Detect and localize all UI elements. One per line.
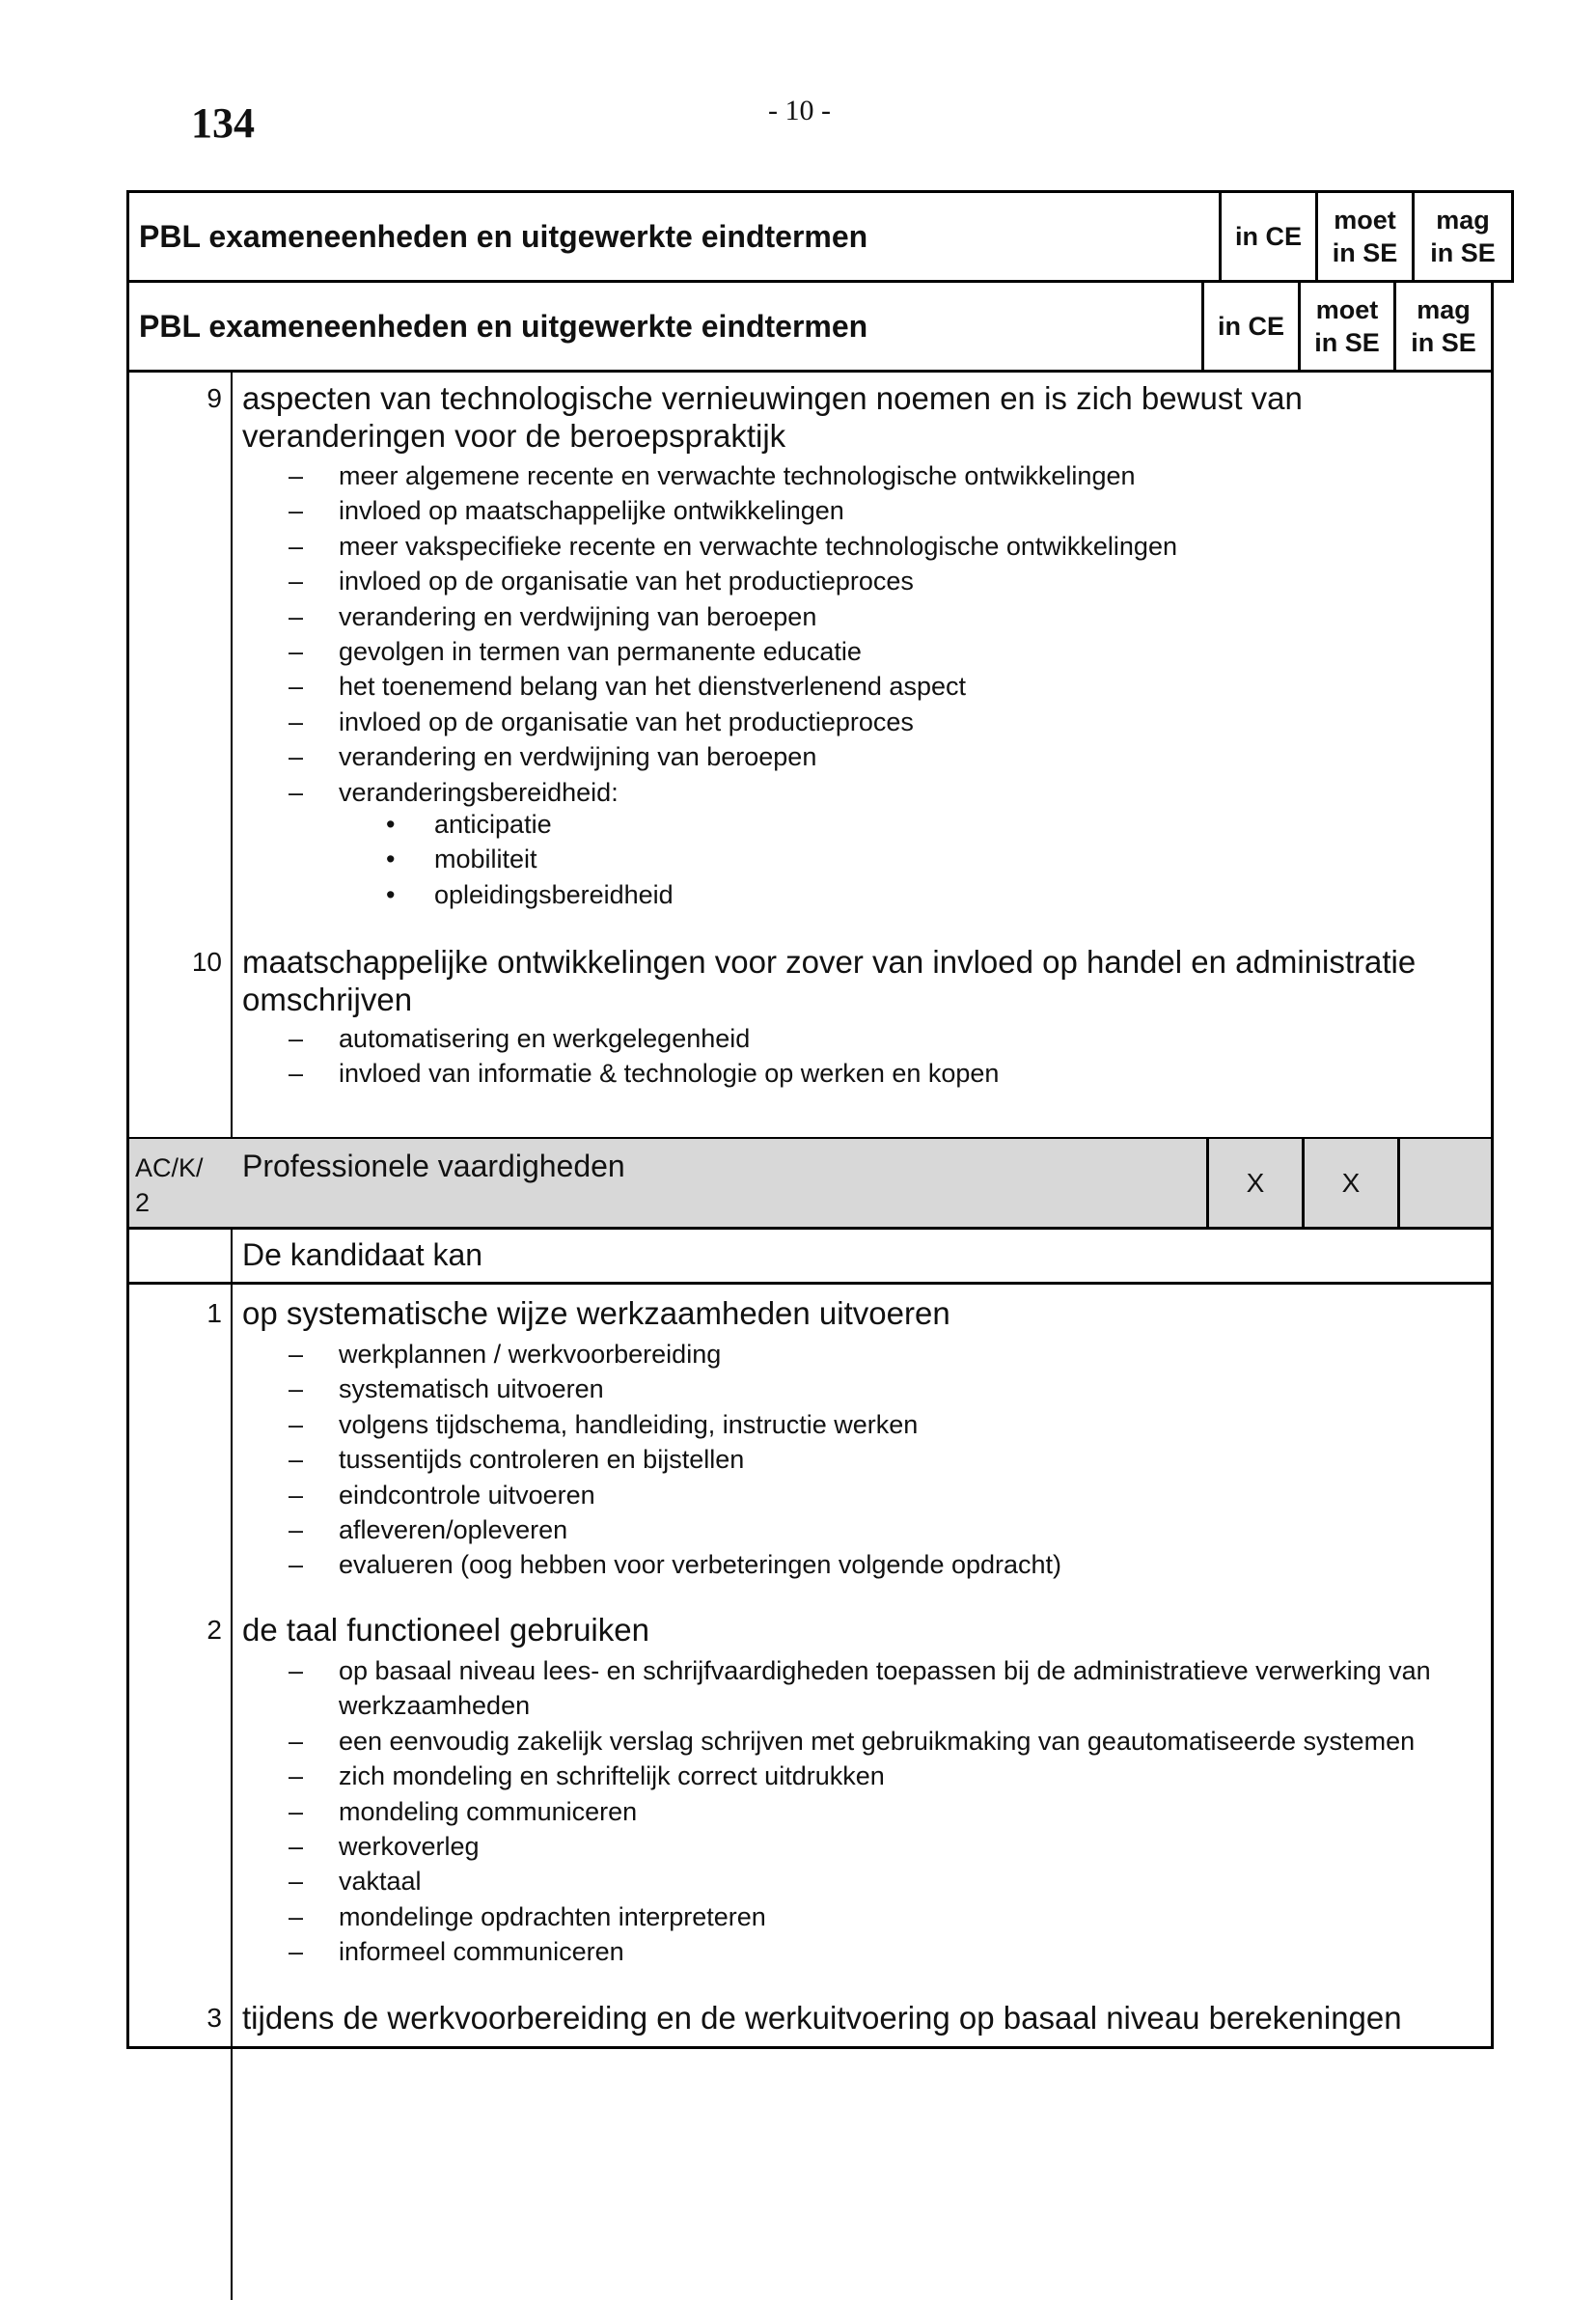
term-title-line: aspecten van technologische vernieuwingen noemen en is zich bewust van: [242, 380, 1303, 416]
term-title-line: omschrijven: [242, 982, 413, 1017]
dash-bullet-icon: –: [289, 1515, 304, 1544]
sub-item-text: automatisering en werkgelegenheid: [339, 1024, 751, 1053]
bullet-item-text: opleidingsbereidheid: [434, 879, 674, 909]
header-moet-line2: in SE: [1332, 238, 1398, 267]
header-moet-line1: moet: [1334, 206, 1396, 235]
term-title: de taal functioneel gebruiken: [242, 1612, 649, 1648]
column-divider: [231, 370, 233, 2300]
header-moet-in-se: [1298, 283, 1393, 370]
dash-bullet-icon: –: [289, 1480, 304, 1510]
dash-bullet-icon: –: [289, 531, 304, 561]
term-number: 2: [206, 1615, 222, 1645]
sub-item-text: eindcontrole uitvoeren: [339, 1480, 595, 1510]
section-row: [129, 1137, 1491, 1230]
term-title: [242, 379, 1477, 455]
section-code: [135, 1150, 204, 1220]
sub-item-text: afleveren/opleveren: [339, 1515, 568, 1544]
section-moet-in-se-mark: X: [1302, 1139, 1397, 1227]
sub-item-text: een eenvoudig zakelijk verslag schrijven met gebruikmaking van geautomatiseerde systemen: [339, 1726, 1416, 1756]
header-in-ce: in CE: [1219, 193, 1315, 280]
header-mag-in-se: [1412, 193, 1511, 280]
bullet-icon: •: [386, 810, 396, 839]
bullet-item-text: anticipatie: [434, 810, 552, 839]
term-number: 3: [206, 2003, 222, 2033]
term-title: [242, 943, 1477, 1018]
sub-item-text: op basaal niveau lees- en schrijfvaardigheden toepassen bij de administratieve verwerking van: [339, 1656, 1431, 1685]
term-number: 10: [191, 947, 222, 977]
sub-item-text: informeel communiceren: [339, 1937, 624, 1967]
sub-item-text: verandering en verdwijning van beroepen: [339, 742, 817, 772]
bullet-item-text: mobiliteit: [434, 845, 537, 874]
sub-item-text: gevolgen in termen van permanente educatie: [339, 637, 862, 666]
dash-bullet-icon: –: [289, 1340, 304, 1369]
term-title: op systematische wijze werkzaamheden uitvoeren: [242, 1295, 950, 1331]
header-mag-in-se: [1393, 283, 1491, 370]
header-in-ce: in CE: [1201, 283, 1298, 370]
header-title: PBL exameneenheden en uitgewerkte eindtermen: [139, 308, 868, 344]
header-moet-line2: in SE: [1314, 328, 1380, 357]
sub-item-text: invloed op de organisatie van het productieproces: [339, 707, 914, 736]
header-mag-line1: mag: [1417, 295, 1471, 324]
dash-bullet-icon: –: [289, 1937, 304, 1967]
dash-bullet-icon: –: [289, 742, 304, 772]
sub-item-text: volgens tijdschema, handleiding, instructie werken: [339, 1409, 919, 1439]
dash-bullet-icon: –: [289, 601, 304, 631]
intro-row: [129, 1230, 1491, 1285]
sub-item-text: tussentijds controleren en bijstellen: [339, 1445, 745, 1475]
intro-text: De kandidaat kan: [242, 1237, 483, 1272]
term-title: tijdens de werkvoorbereiding en de werkuitvoering op basaal niveau berekeningen: [242, 2000, 1402, 2036]
page-folio: - 10 -: [768, 95, 831, 126]
dash-bullet-icon: –: [289, 1761, 304, 1791]
sub-item-text: systematisch uitvoeren: [339, 1374, 604, 1404]
dash-bullet-icon: –: [289, 1445, 304, 1475]
dash-bullet-icon: –: [289, 1867, 304, 1897]
header-mag-line2: in SE: [1430, 238, 1496, 267]
header-moet-line1: moet: [1315, 295, 1379, 324]
dash-bullet-icon: –: [289, 1656, 304, 1685]
eindtermen-table: [126, 370, 1494, 2049]
section-code-line: 2: [135, 1188, 151, 1217]
section-title: Professionele vaardigheden: [242, 1149, 625, 1183]
sub-item-text: invloed op de organisatie van het productieproces: [339, 567, 914, 596]
table-header-row: [126, 280, 1494, 373]
sub-item-text: verandering en verdwijning van beroepen: [339, 601, 817, 631]
sub-item-text: mondelinge opdrachten interpreteren: [339, 1901, 766, 1931]
sub-item-text: evalueren (oog hebben voor verbeteringen volgende opdracht): [339, 1550, 1062, 1580]
term-number: 9: [206, 383, 222, 413]
dash-bullet-icon: –: [289, 1374, 304, 1404]
section-code-line: AC/K/: [135, 1153, 204, 1182]
sub-item-text: meer vakspecifieke recente en verwachte technologische ontwikkelingen: [339, 531, 1177, 561]
sub-item-text: zich mondeling en schriftelijk correct uitdrukken: [339, 1761, 885, 1791]
sub-item-text: mondeling communiceren: [339, 1796, 638, 1826]
page-number: 134: [191, 99, 255, 147]
section-mag-in-se-mark: [1397, 1139, 1491, 1227]
dash-bullet-icon: –: [289, 461, 304, 490]
sub-item-text: werkplannen / werkvoorbereiding: [339, 1340, 722, 1369]
term-number: 1: [206, 1298, 222, 1328]
sub-item-text: werkzaamheden: [339, 1691, 531, 1721]
dash-bullet-icon: –: [289, 1059, 304, 1089]
dash-bullet-icon: –: [289, 1832, 304, 1861]
sub-item-text: meer algemene recente en verwachte technologische ontwikkelingen: [339, 461, 1136, 490]
sub-item-text: vaktaal: [339, 1867, 422, 1897]
sub-item-text: veranderingsbereidheid:: [339, 777, 619, 807]
header-moet-in-se: [1315, 193, 1412, 280]
dash-bullet-icon: –: [289, 777, 304, 807]
section-in-ce-mark: X: [1206, 1139, 1302, 1227]
dash-bullet-icon: –: [289, 1024, 304, 1053]
dash-bullet-icon: –: [289, 1726, 304, 1756]
dash-bullet-icon: –: [289, 1796, 304, 1826]
dash-bullet-icon: –: [289, 672, 304, 702]
dash-bullet-icon: –: [289, 637, 304, 666]
table-header-row: [126, 190, 1514, 283]
term-title-line: veranderingen voor de beroepspraktijk: [242, 418, 786, 454]
dash-bullet-icon: –: [289, 707, 304, 736]
term-title-line: maatschappelijke ontwikkelingen voor zover van invloed op handel en administratie: [242, 944, 1417, 980]
sub-item-text: werkoverleg: [339, 1832, 480, 1861]
dash-bullet-icon: –: [289, 1550, 304, 1580]
sub-item-text: invloed op maatschappelijke ontwikkelingen: [339, 496, 844, 526]
sub-item-text: invloed van informatie & technologie op werken en kopen: [339, 1059, 1000, 1089]
dash-bullet-icon: –: [289, 496, 304, 526]
sub-item-text: het toenemend belang van het dienstverlenend aspect: [339, 672, 966, 702]
header-title: PBL exameneenheden en uitgewerkte eindtermen: [139, 218, 868, 254]
dash-bullet-icon: –: [289, 1409, 304, 1439]
bullet-icon: •: [386, 845, 396, 874]
dash-bullet-icon: –: [289, 1901, 304, 1931]
header-mag-line1: mag: [1436, 206, 1490, 235]
header-mag-line2: in SE: [1411, 328, 1476, 357]
bullet-icon: •: [386, 879, 396, 909]
dash-bullet-icon: –: [289, 567, 304, 596]
